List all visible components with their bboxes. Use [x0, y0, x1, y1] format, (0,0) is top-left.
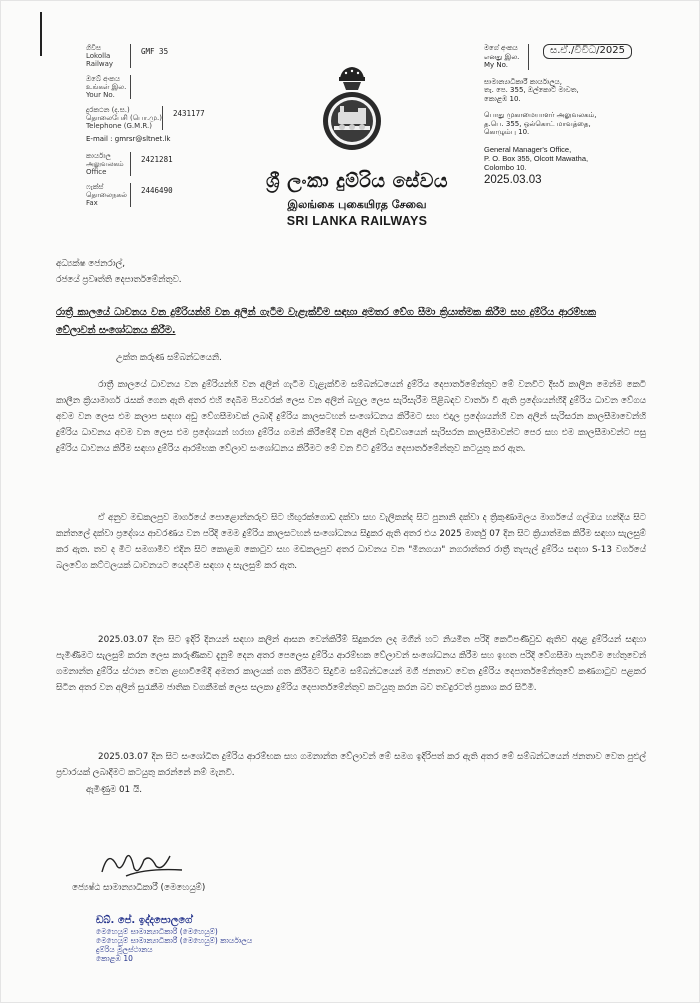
- addressee-line: අධ්‍යක්ෂ ජෙනරාල්,: [56, 259, 126, 269]
- contact-label: Office: [86, 168, 107, 176]
- contact-label: දුරකථන (ද.ස.): [86, 106, 130, 114]
- reference-number: ස.ඒ./විවිධ/2025: [543, 44, 632, 59]
- designation-line: කොළඹ 10: [96, 954, 133, 963]
- org-title-english: SRI LANKA RAILWAYS: [286, 214, 428, 228]
- email-address: E-mail : gmrsr@sltnet.lk: [86, 135, 171, 143]
- railway-crest-logo: [320, 64, 384, 156]
- contact-row-telephone: [86, 106, 256, 130]
- contact-label: ගිවිස: [86, 44, 102, 52]
- telephone-value: 2431177: [173, 109, 205, 118]
- ref-label: எனது இல.: [484, 52, 520, 61]
- body-paragraph: රාත්‍රී කාලයේ ධාවනය වන දුම්රියන්හි වන අලින් ගැටීම වැළැක්වීම සම්බන්ධයෙන් දුම්රිය දෙපාර්තමේන්තුව මේ වනවිට දීර්ඝ කාලීන මෙන්ම කෙටි කාලීන ක්‍රියාමාර්ග රැසක් ගෙන ඇති අතර එහි දෙබිම පියවරක් ලෙස වන අලින් බහුල ලෙස සැරිසැරීම පිළිබඳව වාර්තා වී ඇති ප්‍රදේශයන්හිදී දුම්රිය ධාවන වේගය අවම වන ලෙස එම කලාප සඳහා අඩු වේගසීමාවක් ලබාදී දුම්රිය කාලසටහන් සංශෝධනය කිරීමට සහ එදාල ප්‍රදේශයන්හි වන අලින් සැරිසරන කාලසීමාවෙන්හි දුම්රිය ධාවනය අවම වන ලෙස එම ප්‍රදේශයන් හරහා දුම්රිය ගමන් කිරීමේදී වන අලින් වැඩිවශයෙන් සැරිසරන කාලසීමාවන්ට පෙර සහ එම කාලසීමාවන්ට පසු දුම්රිය ධාවනය කිරීම සඳහා දුම්රිය ආරම්භක වේලාව සංශෝධනය කිරීමට මේ වන විට දුම්රිය දෙපාර්තමේන්තුව කටයුතු කර ඇත.: [56, 380, 646, 454]
- contact-label: அலுவலகம்: [86, 160, 124, 168]
- body-paragraph: 2025.03.07 දින සිට සංශෝධිත දුම්රිය ආරම්භක සහ ගමනාන්ත වේලාවන් මේ සමග ඉදිරිපත් කර ඇති අතර මේ සම්බන්ධයෙන් ජනතාව වෙත පුළුල් ප්‍රචාරයක් ලබාදීමට කටයුතු කරන්නේ නම් මැනවි.: [56, 752, 646, 778]
- addressee: [56, 256, 646, 288]
- brace: [162, 106, 169, 130]
- contact-label: உங்கள் இல.: [86, 83, 127, 91]
- fax-value: 2446490: [141, 186, 173, 195]
- org-title-sinhala: ශ්‍රී ලංකා දුම්රිය සේවය: [265, 170, 449, 192]
- ref-label: මගේ අංකය: [484, 44, 518, 52]
- reference-block: [484, 44, 684, 184]
- designation-line: මෙහෙයුම් සාමාන්‍යාධිකාරී (මෙහෙයුම්) කාර්යාලය: [96, 936, 253, 945]
- ref-label: My No.: [484, 61, 509, 69]
- contact-row-fax: [86, 183, 256, 207]
- handwritten-signature: [96, 846, 188, 882]
- brace: [130, 75, 137, 99]
- addressee-line: රජයේ ප්‍රවෘත්ති දෙපාර්තමේන්තුව.: [56, 275, 182, 285]
- letter-date: 2025.03.03: [484, 173, 542, 186]
- pen-mark: [40, 12, 42, 56]
- contact-label: කාර්යාල: [86, 152, 111, 160]
- contact-label: தொலைபேசி (பொ.மு.): [86, 114, 162, 122]
- brace: [130, 44, 137, 68]
- contact-label: Your No.: [86, 91, 115, 99]
- salutation: උක්ත කරුණ සම්බන්ධයෙනි.: [116, 353, 222, 363]
- address-english: General Manager's Office, P. O. Box 355, Olcott Mawatha, Colombo 10.: [484, 144, 589, 172]
- enclosure-note: ඇමිණුම 01 යි.: [86, 785, 143, 795]
- letter-subject: රාත්‍රී කාලයේ ධාවනය වන දුම්රියන්හි වන අලින් ගැටීම වැළැක්වීම සඳහා අමතර වේග සීමා ක්‍රියාත්මක කිරීම සහ දුම්රිය ආරම්භක වේලාවන් සංශෝධනය කිරීම.: [56, 307, 596, 336]
- telegram-value: GMF 35: [141, 47, 169, 56]
- contact-label: Lokolla: [86, 52, 111, 60]
- contact-label: ඔබේ අංකය: [86, 75, 120, 83]
- contact-label: Telephone (G.M.R.): [86, 122, 152, 130]
- body-paragraph: ඒ අනුව මඩකලපුව මාර්ගයේ පොළොන්නරුව සිට හිඟුරක්ගොඩ දක්වා සහ වැලිකන්ද සිට පුනානි දක්වා ද ත්‍රිකුණාමලය මාර්ගයේ ගල්ඔය හන්දිය සිට කන්තලේ දක්වා ප්‍රදේශය ආවරණය වන පරිදි මෙම දුම්රිය කාලසටහන් සංශෝධනය සිදුකර ඇති අතර එය 2025 මාර්තු 07 දින සිට ක්‍රියාත්මක කිරීම සඳහා සැලසුම් කර ඇත. තව ද මීට සමගාමීව එදින සිට කොළඹ කොටුව සහ මඩකලපුව අතර ධාවනය වන "මීනගයා" නගරාන්තර රාත්‍රී තැපැල් දුම්රිය සඳහා S-13 වර්ගයේ බලවේග කට්ටලයක් ධාවනයට යෙදවීම සඳහා ද සැලසුම් කර ඇත.: [56, 513, 646, 571]
- contact-label: Railway: [86, 60, 114, 68]
- designation-line: දුම්රිය මූලස්ථානය: [96, 945, 153, 954]
- org-title-tamil: இலங்கை புகையிரத சேவை: [287, 198, 427, 211]
- office-value: 2421281: [141, 155, 173, 164]
- signature-stamp: [96, 914, 252, 963]
- brace: [528, 44, 535, 70]
- address-sinhala: සාමාන්‍යාධිකාරී කාර්යාලය, තැ. පෙ. 355, ඔල්කොට් මාවත, කොළඹ 10.: [484, 77, 579, 103]
- brace: [130, 152, 137, 176]
- contact-label: தொலைநகல்: [86, 191, 127, 199]
- signatory-name: ඩබ්. පේ. ඉද්දපොලගේ: [96, 915, 193, 926]
- brace: [130, 183, 137, 207]
- contact-block: [86, 44, 256, 214]
- contact-row-your-no: [86, 75, 256, 99]
- address-tamil: பொது முகாமையாளர் அலுவலகம், த.பெ. 355, ஒல்கொட் மாவத்தை, கொழும்பு 10.: [484, 111, 597, 136]
- contact-label: Fax: [86, 199, 98, 207]
- contact-row-telegram: [86, 44, 256, 68]
- body-paragraph: 2025.03.07 දින සිට ඉදිරි දිනයන් සඳහා කලින් ආසන වෙන්කිරීම් සිදුකරන ලද මගීන් හට නියමිත පරිදි කෙටිපණිවුඩ ඇතිව අදාළ දුම්රියන් සඳහා පැමිණීමට සැලසුම් කරන ලෙස කාරුණිකව දැනුම් දෙන අතර පෙලෙස දුම්රිය ආරම්භක වේලාවන් සංශෝධනය කිරීම සහ ඉහත පරිදි වේගසීමා පැනවීම හේතුවෙන් ගමනාන්ත දුම්රිය ස්ථාන වෙත ළඟාවීමේදී අමතර කාලයක් ගත කිරීමට සිදුවීම සම්බන්ධයෙන් මගී ජනතාව වෙත දුම්රිය දෙපාර්තමේන්තුවේ කණගාටුව පළකර සිටින අතර වන අලින් සුරැකීම ජාතික වගකීමක් ලෙස සලකා දුම්රිය දෙපාර්තමේන්තුව කටයුතු කරන බව තවදුරටත් ප්‍රකාශ කර සිටිමි.: [56, 635, 646, 693]
- designation-line: මෙහෙයුම් සාමාන්‍යාධිකාරී (මෙහෙයුම්): [96, 927, 218, 936]
- contact-label: ෆැක්ස්: [86, 183, 104, 191]
- contact-row-office: [86, 152, 256, 176]
- signatory-title: ජ්‍යෙෂ්ඨ සාමාන්‍යාධිකාරී (මෙහෙයුම්): [72, 883, 206, 893]
